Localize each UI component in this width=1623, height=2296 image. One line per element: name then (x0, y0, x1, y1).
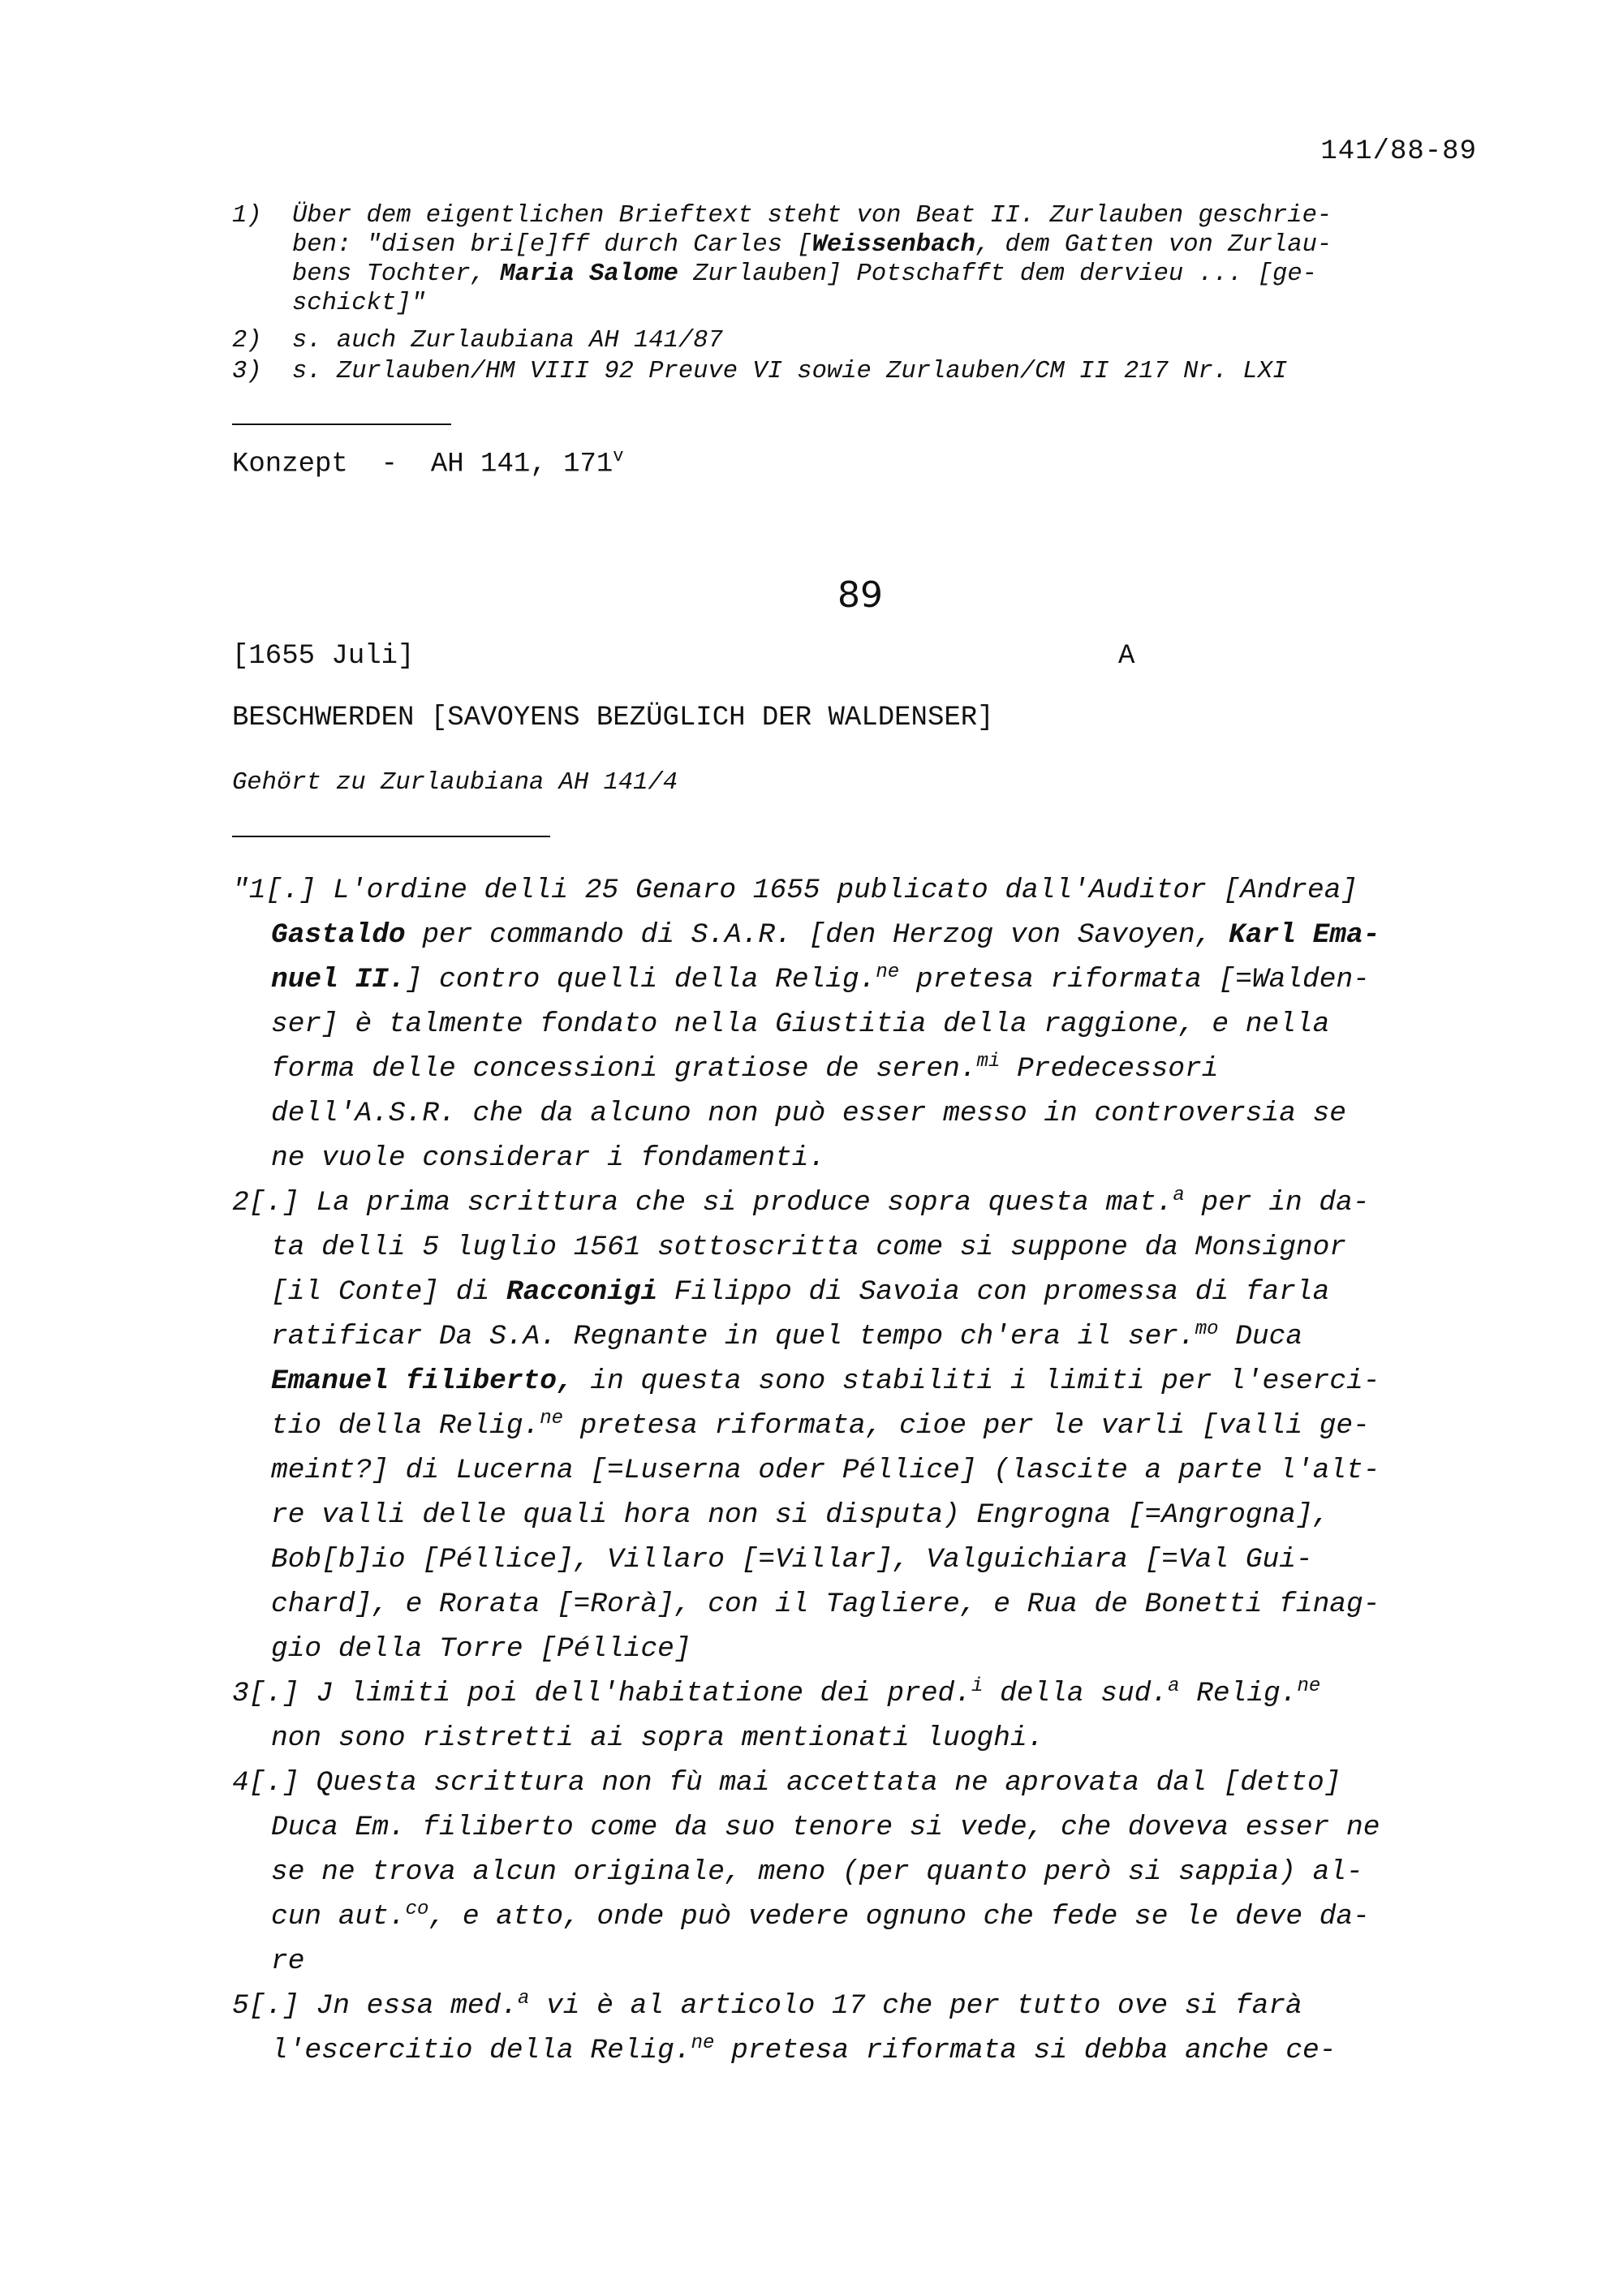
document-date: [1655 Juli] (232, 641, 415, 672)
text-run: Zurlauben] Potschafft dem dervieu ... [ge- (678, 260, 1317, 288)
text-run: schickt]" (292, 290, 426, 317)
document-heading: BESCHWERDEN [SAVOYENS BEZÜGLICH DER WALDENSER] (232, 703, 994, 733)
superscript: ne (540, 1408, 564, 1430)
text-run: per commando di S.A.R. [den Herzog von Savoyen, (405, 919, 1229, 951)
text-run: non sono ristretti ai sopra mentionati luoghi. (271, 1722, 1044, 1754)
text-run: 4[.] Questa scrittura non fù mai accettata ne aprovata dal [detto] (232, 1767, 1341, 1799)
text-run: chard], e Rorata [=Rorà], con il Tagliere, e Rua de Bonetti finag- (271, 1589, 1380, 1620)
paragraph-5 (232, 1984, 1482, 2073)
text-run: meint?] di Lucerna [=Luserna oder Péllice] (lascite a parte l'alt- (271, 1455, 1380, 1486)
text-run: , dem Gatten von Zurlau- (975, 231, 1332, 259)
bold-name: Gastaldo (271, 919, 406, 951)
text-run: Predecessori (1000, 1053, 1219, 1085)
footnote-number: 1) (232, 202, 262, 230)
text-run: ne vuole considerar i fondamenti. (271, 1142, 826, 1174)
text-run: 3[.] J limiti poi dell'habitatione dei pred. (232, 1678, 971, 1709)
text-run: in questa sono stabiliti i limiti per l'eserci- (573, 1365, 1380, 1397)
superscript: co (405, 1898, 429, 1920)
text-run: bens Tochter, (292, 260, 501, 288)
footnote-text (232, 326, 1466, 355)
superscript: ne (691, 2032, 715, 2054)
source-folio-verso: v (613, 446, 624, 467)
footnote-text (232, 201, 1466, 318)
document-letter: A (1118, 641, 1135, 672)
text-run: 2[.] La prima scrittura che si produce sopra questa mat. (232, 1187, 1173, 1219)
bold-name: Weissenbach (812, 231, 975, 259)
footnote-number: 3) (232, 358, 262, 385)
superscript: ne (876, 961, 900, 983)
text-run: della sud. (983, 1678, 1169, 1709)
superscript: a (1168, 1675, 1180, 1697)
footnote-text (232, 357, 1466, 386)
text-run: Filippo di Savoia con promessa di farla (657, 1276, 1330, 1308)
superscript: ne (1297, 1675, 1321, 1697)
text-run: Über dem eigentlichen Brieftext steht von Beat II. Zurlauben geschrie- (292, 202, 1332, 230)
footnote-3 (232, 357, 1466, 386)
transcription-body (232, 868, 1482, 2073)
text-run: ser] è talmente fondato nella Giustitia della raggione, e nella (271, 1008, 1330, 1040)
text-run: dell'A.S.R. che da alcuno non può esser messo in controversia se (271, 1098, 1347, 1129)
text-run: ] contro quelli della Relig. (405, 964, 876, 995)
related-note: Gehört zu Zurlaubiana AH 141/4 (232, 769, 678, 797)
text-run: se ne trova alcun originale, meno (per quanto però si sappia) al- (271, 1856, 1363, 1888)
text-run: tio della Relig. (271, 1410, 540, 1442)
footnote-1 (232, 201, 1466, 318)
superscript: a (517, 1988, 530, 2010)
superscript: i (971, 1675, 984, 1697)
text-run: 5[.] Jn essa med. (232, 1990, 518, 2022)
bold-name: Karl Ema- (1229, 919, 1380, 951)
text-run: Duca Em. filiberto come da suo tenore si vede, che doveva esser ne (271, 1812, 1380, 1843)
text-run: re valli delle quali hora non si disputa) Engrogna [=Angrogna], (271, 1499, 1330, 1531)
text-run: pretesa riformata si debba anche ce- (714, 2035, 1337, 2066)
superscript: a (1173, 1185, 1185, 1206)
text-run: "1[.] L'ordine delli 25 Genaro 1655 publicato dall'Auditor [Andrea] (232, 875, 1358, 906)
heading-divider (232, 836, 550, 837)
paragraph-3 (232, 1671, 1482, 1761)
bold-name: Emanuel filiberto, (271, 1365, 574, 1397)
text-run: vi è al articolo 17 che per tutto ove si farà (529, 1990, 1302, 2022)
superscript: mi (976, 1051, 1001, 1073)
paragraph-1 (232, 868, 1482, 1180)
text-run: re (271, 1946, 305, 1977)
footnote-divider (232, 424, 451, 425)
text-run: gio della Torre [Péllice] (271, 1633, 691, 1665)
bold-name: Maria Salome (500, 260, 678, 288)
footnote-number: 2) (232, 327, 262, 355)
source-reference (232, 446, 623, 479)
text-run: Duca (1218, 1321, 1303, 1352)
text-run: ratificar Da S.A. Regnante in quel tempo ch'era il ser. (271, 1321, 1195, 1352)
bold-name: Racconigi (506, 1276, 658, 1308)
document-number: 89 (837, 574, 883, 616)
source-label: Konzept - AH 141, 171 (232, 449, 613, 480)
text-run: [il Conte] di (271, 1276, 506, 1308)
text-run: cun aut. (271, 1901, 406, 1933)
text-run: forma delle concessioni gratiose de seren. (271, 1053, 977, 1085)
text-run: per in da- (1184, 1187, 1370, 1219)
text-run: , e atto, onde può vedere ognuno che fede se le deve da- (428, 1901, 1370, 1933)
text-run: s. auch Zurlaubiana AH 141/87 (292, 327, 723, 355)
text-run: Relig. (1179, 1678, 1298, 1709)
text-run: ben: "disen bri[e]ff durch Carles [ (292, 231, 812, 259)
text-run: pretesa riformata [=Walden- (899, 964, 1370, 995)
paragraph-2 (232, 1180, 1482, 1671)
text-run: Bob[b]io [Péllice], Villaro [=Villar], Valguichiara [=Val Gui- (271, 1544, 1313, 1576)
paragraph-4 (232, 1761, 1482, 1984)
footnote-2 (232, 326, 1466, 355)
superscript: mo (1195, 1318, 1219, 1340)
text-run: ta delli 5 luglio 1561 sottoscritta come si suppone da Monsignor (271, 1232, 1347, 1263)
page-number: 141/88-89 (1320, 136, 1477, 167)
text-run: s. Zurlauben/HM VIII 92 Preuve VI sowie Zurlauben/CM II 217 Nr. LXI (292, 358, 1288, 385)
bold-name: nuel II. (271, 964, 406, 995)
text-run: pretesa riformata, cioe per le varli [valli ge- (563, 1410, 1370, 1442)
text-run: l'escercitio della Relig. (271, 2035, 691, 2066)
